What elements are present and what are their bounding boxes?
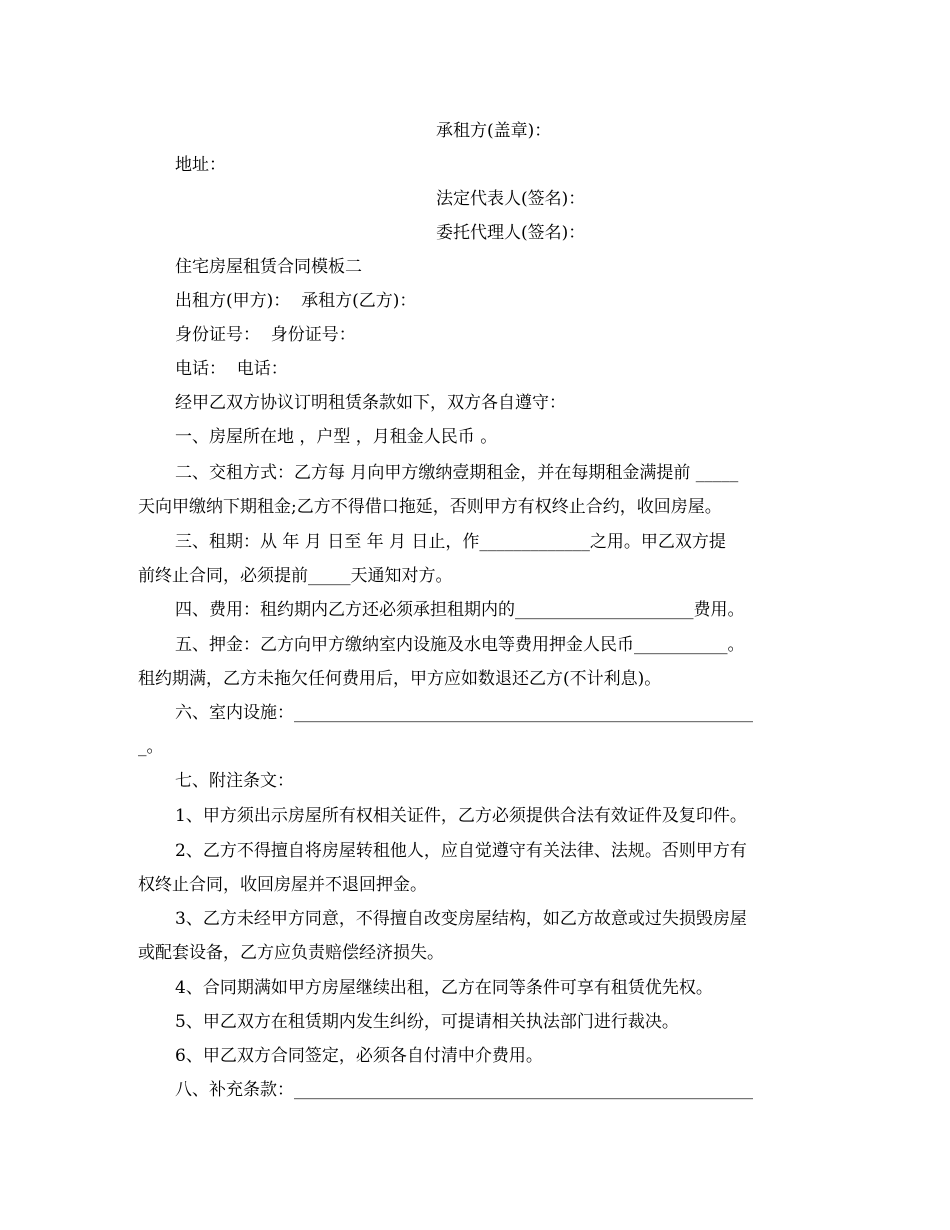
- clause-6-line-2: _。: [138, 737, 164, 757]
- note-4: 4、合同期满如甲方房屋继续出租，乙方在同等条件可享有租赁优先权。: [175, 978, 713, 998]
- note-2-line-2: 权终止合同，收回房屋并不退回押金。: [138, 875, 427, 895]
- lessee-seal-label: 承租方(盖章)：: [436, 121, 552, 141]
- clause-5-line-2: 租约期满，乙方未拖欠任何费用后，甲方应如数退还乙方(不计利息)。: [138, 669, 662, 689]
- signature-row-seal: [138, 118, 855, 144]
- note-5: 5、甲乙双方在租赁期内发生纠纷，可提请相关执法部门进行裁决。: [175, 1012, 679, 1032]
- note-1: 1、甲方须出示房屋所有权相关证件，乙方必须提供合法有效证件及复印件。: [175, 806, 747, 826]
- clause-3-line-1: 三、租期：从 年 月 日至 年 月 日止，作_____________之用。甲乙双方提: [175, 532, 726, 552]
- clause-3-line-2: 前终止合同，必须提前_____天通知对方。: [138, 566, 453, 586]
- clause-7-heading: 七、附注条文：: [175, 771, 294, 791]
- parties-line: 出租方(甲方)： 承租方(乙方)：: [175, 291, 417, 311]
- clause-4: 四、费用：租约期内乙方还必须承担租期内的_____________________费用。: [175, 600, 745, 620]
- signature-row-agent: [138, 220, 855, 246]
- clause-2-line-2: 天向甲缴纳下期租金;乙方不得借口拖延，否则甲方有权终止合约，收回房屋。: [138, 497, 722, 517]
- clause-6-line-1: 六、室内设施：______________________________________________________: [175, 703, 753, 723]
- intro-paragraph: 经甲乙双方协议订明租赁条款如下，双方各自遵守：: [175, 393, 566, 413]
- address-label: 地址：: [175, 155, 226, 175]
- id-numbers-line: 身份证号： 身份证号：: [175, 325, 356, 345]
- note-2-line-1: 2、乙方不得擅自将房屋转租他人，应自觉遵守有关法律、法规。否则甲方有: [175, 841, 747, 861]
- lessee-rep-label: 法定代表人(签名)：: [436, 189, 586, 209]
- lessee-agent-label: 委托代理人(签名)：: [436, 223, 586, 243]
- signature-row-rep: [138, 186, 855, 212]
- note-3-line-2: 或配套设备，乙方应负责赔偿经济损失。: [138, 943, 444, 963]
- clause-5-line-1: 五、押金：乙方向甲方缴纳室内设施及水电等费用押金人民币___________。: [175, 635, 745, 655]
- note-3-line-1: 3、乙方未经甲方同意，不得擅自改变房屋结构，如乙方故意或过失损毁房屋: [175, 909, 747, 929]
- clause-2-line-1: 二、交租方式：乙方每 月向甲方缴纳壹期租金，并在每期租金满提前 _____: [175, 463, 739, 483]
- clause-8: 八、补充条款：______________________________________________________: [175, 1080, 753, 1100]
- phones-line: 电话： 电话：: [175, 359, 288, 379]
- section-title: 住宅房屋租赁合同模板二: [175, 257, 362, 277]
- note-6: 6、甲乙双方合同签定，必须各自付清中介费用。: [175, 1046, 543, 1066]
- clause-1: 一、房屋所在地 ，户型 ，月租金人民币 。: [175, 427, 498, 447]
